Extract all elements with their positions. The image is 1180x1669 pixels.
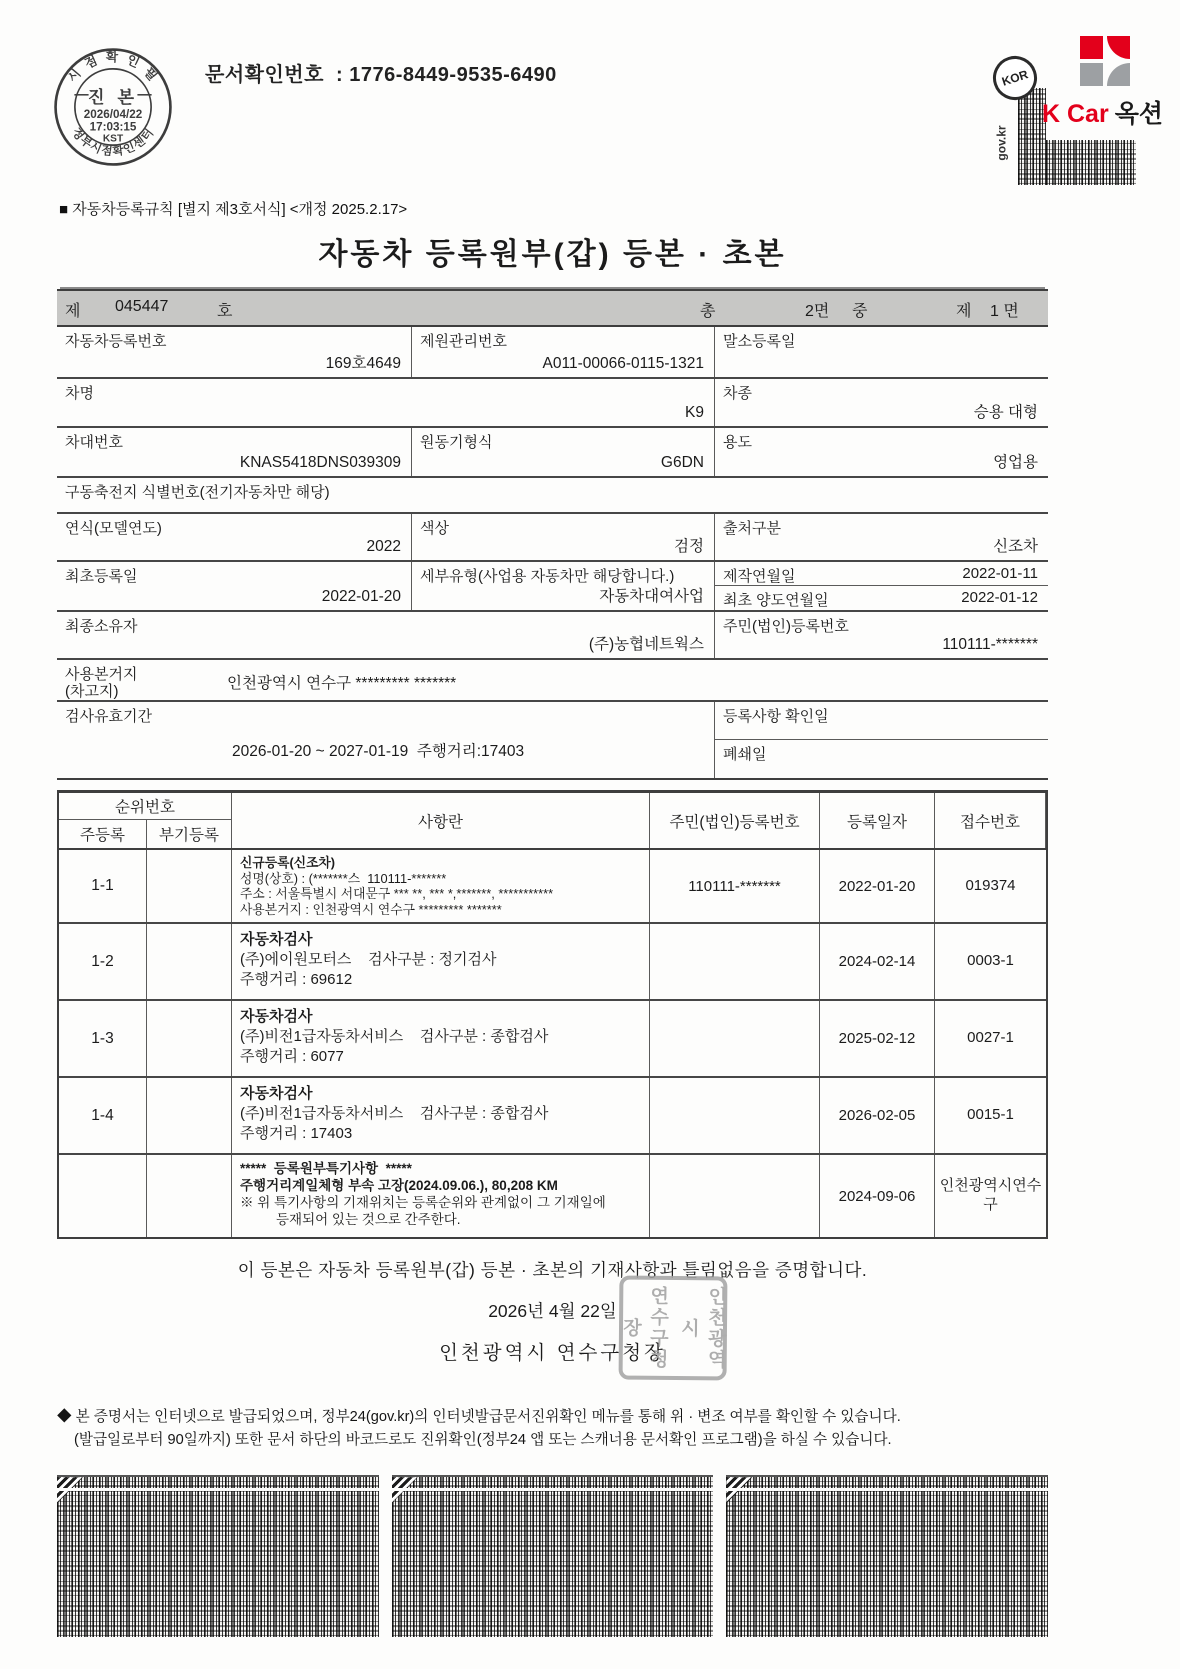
header-sub-reg: 부기등록 [147, 820, 232, 848]
cell-confirm-close [715, 702, 1048, 778]
cell-vin: 차대번호 KNAS5418DNS039309 [57, 428, 412, 476]
matters-cell: 신규등록(신조차) 성명(상호) : (*******스 110111-******* 주소 : 서울특별시 서대문구 *** **, *** *,*******, *********** 사용본거지 : 인천광역시 연수구 ********* ******* [232, 850, 650, 922]
bottom-barcodes [57, 1475, 1048, 1637]
header-main-reg: 주등록 [59, 820, 147, 848]
subcell-close-date: 폐쇄일 [723, 746, 767, 763]
cell-color: 색상 검정 [412, 514, 715, 560]
doc-check-label: 문서확인번호 : [205, 64, 344, 86]
band-number: 045447 [115, 298, 169, 315]
kcar-brand-name: K Car [1042, 100, 1109, 128]
ledger-row: 1-3 자동차검사 (주)비전1급자동차서비스 검사구분 : 종합검사 주행거리 : 6077 2025-02-12 0027-1 [59, 1001, 1046, 1078]
kcar-logo [1042, 36, 1172, 130]
ledger-row: 1-2 자동차검사 (주)에이원모터스 검사구분 : 정기검사 주행거리 : 69612 2024-02-14 0003-1 [59, 924, 1046, 1001]
document-body [57, 198, 1048, 1637]
header-date: 등록일자 [820, 793, 935, 848]
header-matters: 사항란 [232, 793, 650, 848]
svg-text:시 점 확 인 필 [65, 49, 162, 85]
ledger-header [59, 793, 1046, 850]
kcar-logo-mark-icon [1080, 36, 1130, 86]
cell-subtype: 세부유형(사업용 자동차만 해당합니다.) 자동차대여사업 [412, 562, 715, 610]
official-seal-icon: 연수구청장 인천광역시 [619, 1276, 728, 1381]
rule-reference: ■ 자동차등록규칙 [별지 제3호서식] <개정 2025.2.17> [59, 201, 408, 218]
subcell-confirm-date: 등록사항 확인일 [715, 702, 1048, 740]
cell-car-name: 차명 K9 [57, 379, 715, 426]
cell-battery-id: 구동축전지 식별번호(전기자동차만 해당) [65, 484, 330, 501]
matters-cell: 자동차검사 (주)비전1급자동차서비스 검사구분 : 종합검사 주행거리 : 6077 [232, 1001, 650, 1076]
signature-block [57, 1285, 1048, 1384]
cell-car-type: 차종 승용 대형 [723, 385, 1038, 421]
band-ho: 호 [217, 303, 233, 320]
cell-final-owner: 최종소유자 (주)농협네트웍스 [57, 612, 715, 658]
header-rank: 순위번호 [59, 793, 232, 820]
cell-erase-date: 말소등록일 [723, 333, 796, 350]
header-id: 주민(법인)등록번호 [650, 793, 820, 848]
document-number-band [57, 289, 1048, 327]
doc-check-number [205, 58, 557, 87]
band-je: 제 [65, 303, 81, 320]
matters-cell: ***** 등록원부특기사항 ***** 주행거리계일체형 부속 고장(2024.09.06.), 80,208 KM ※ 위 특기사항의 기재위치는 등록순위와 관계없이 그 기재일에 등재되어 있는 것으로 간주한다. [232, 1155, 650, 1237]
subcell-first-transfer: 최초 양도연월일 2022-01-12 [723, 589, 1038, 609]
cell-reg-no: 자동차등록번호 169호4649 [57, 327, 412, 377]
ledger-row: 1-1 신규등록(신조차) 성명(상호) : (*******스 110111-******* 주소 : 서울특별시 서대문구 *** **, *** *,*******, *********** 사용본거지 : 인천광역시 연수구 ********* ******* 110111-******* 2022-01-20 019374 [59, 850, 1046, 924]
barcode-block-1 [57, 1475, 379, 1637]
band-total-pages: 2면 [805, 303, 830, 320]
verification-notice: ◆ 본 증명서는 인터넷으로 발급되었으며, 정부24(gov.kr)의 인터넷발급문서진위확인 메뉴를 통해 위 · 변조 여부를 확인할 수 있습니다. (발급일로부터 90일까지) 또한 문서 하단의 바코드로도 진위확인(정부24 앱 또는 스캐너용 문서확인 프로그램)을 하실 수 있습니다. [57, 1409, 901, 1448]
kcar-auction-label: 옥션 [1114, 100, 1163, 128]
header-receipt: 접수번호 [935, 793, 1046, 848]
barcode-horizontal-strip [1046, 140, 1136, 185]
stamp-timezone: KST [102, 133, 124, 145]
matters-cell: 자동차검사 (주)에이원모터스 검사구분 : 정기검사 주행거리 : 69612 [232, 924, 650, 999]
stamp-time: 17:03:15 [89, 120, 137, 134]
certification-statement: 이 등본은 자동차 등록원부(갑) 등본 · 초본의 기재사항과 틀림없음을 증명합니다. [237, 1260, 868, 1280]
band-page-number: 1 면 [990, 303, 1019, 320]
subcell-mfg-date: 제작연월일 2022-01-11 [715, 562, 1048, 586]
cell-spec-no: 제원관리번호 A011-00066-0115-1321 [412, 327, 715, 377]
page-title: 자동차 등록원부(갑) 등본 · 초본 [318, 238, 787, 271]
cell-first-registration: 최초등록일 2022-01-20 [57, 562, 412, 610]
registration-ledger-table [57, 790, 1048, 1239]
cell-model-year: 연식(모델연도) 2022 [57, 514, 412, 560]
doc-check-value: 1776-8449-9535-6490 [349, 64, 557, 86]
cell-manufacture-dates [715, 562, 1048, 610]
govkr-label: gov.kr [994, 125, 1009, 161]
stamp-arc-top-text: 시 점 확 인 필 [64, 50, 162, 85]
cell-origin: 출처구분 신조차 [723, 520, 1038, 555]
band-jung: 중 [852, 303, 868, 320]
matters-cell: 자동차검사 (주)비전1급자동차서비스 검사구분 : 종합검사 주행거리 : 17403 [232, 1078, 650, 1153]
cell-engine-type: 원동기형식 G6DN [412, 428, 715, 476]
stamp-center-text: 진 본 [87, 86, 139, 107]
stamp-date: 2026/04/22 [83, 108, 143, 122]
cell-owner-id: 주민(법인)등록번호 110111-******* [723, 618, 1038, 653]
ledger-row: 1-4 자동차검사 (주)비전1급자동차서비스 검사구분 : 종합검사 주행거리 : 17403 2026-02-05 0015-1 [59, 1078, 1046, 1155]
cell-base-location: 사용본거지 (차고지) 인천광역시 연수구 ********* ******* [65, 666, 457, 700]
vehicle-info-table [57, 327, 1048, 780]
ledger-row-special-notes: ***** 등록원부특기사항 ***** 주행거리계일체형 부속 고장(2024.09.06.), 80,208 KM ※ 위 특기사항의 기재위치는 등록순위와 관계없이 그 기재일에 등재되어 있는 것으로 간주한다. 2024-09-06 인천광역시연수구 [59, 1155, 1046, 1237]
cell-inspection-period: 검사유효기간 2026-01-20 ~ 2027-01-19 주행거리:17403 [57, 702, 715, 778]
band-je2: 제 [956, 303, 972, 320]
issuer-name: 인천광역시 연수구청장 [439, 1342, 666, 1364]
barcode-block-2 [392, 1475, 714, 1637]
barcode-block-3 [726, 1475, 1048, 1637]
authenticity-stamp-icon [52, 46, 174, 168]
kor-badge-icon: KOR [987, 50, 1042, 105]
cell-use-type: 용도 영업용 [723, 434, 1038, 471]
kcar-logo-text [1042, 94, 1172, 130]
band-total-label: 총 [700, 303, 716, 320]
stamp-arc-bottom-text: 정부시점확인센터 [69, 125, 157, 159]
issue-date: 2026년 4월 22일 [488, 1301, 617, 1321]
